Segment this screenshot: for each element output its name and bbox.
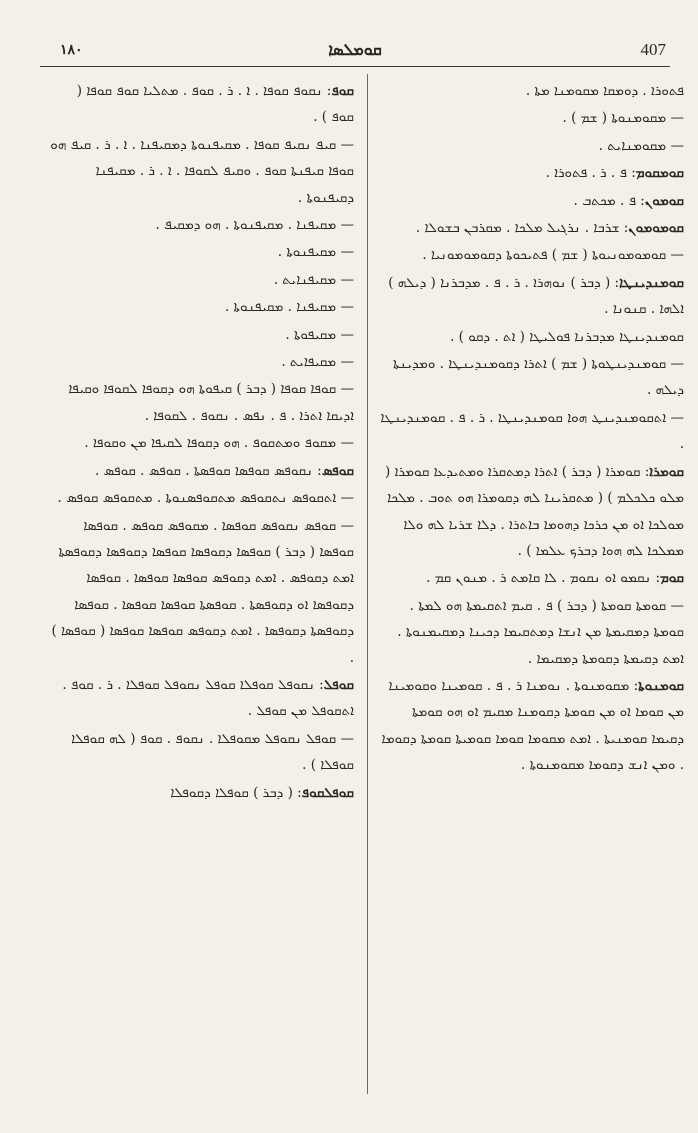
entry-text: — ܩܘܡܬܐ ܩܘܡܬܐ ( ܕܒܪ ) ܦ . ܩܝܡ ܐܬܩܝܡܬܐ ܗܘ ܠܡܬܐ . ܩܘܡܬܐ ܕܡܩܝܡܬܐ ܡܢ ܐܢܫܐ ܕܡܬܩܝܡܐ ܕܟܝܢܐ ܕܡܩܝܡܢܘܬܐ . ܐܡܬ ܕܩܝܡܬܐ ܕܩܘܡܬܐ ܕܡܩܝܡܐ . <box>397 597 684 667</box>
entry-headword: ܩܘܡܢܘܬܐ <box>638 677 684 694</box>
dictionary-entry <box>380 160 684 186</box>
entry-headword: ܩܘܡ <box>660 570 684 587</box>
entry-text: : ܢܩܡܘ ܐܘ ܢܩܘܡ . ܠܐ ܩܐܡܬ ܪ . ܡܢܘܢ ܩܡ . <box>426 570 661 587</box>
dictionary-entry <box>380 565 684 591</box>
entry-headword: ܩܘܡܘܡܘܢ <box>628 220 684 237</box>
entry-text: — ܡܩܘܡܢܐܝܬ . <box>598 137 684 154</box>
dictionary-entry <box>380 215 684 241</box>
entry-text: : ( ܕܒܪ ) ܩܘܦܠܐ ܕܩܘܦܠܐ <box>170 784 302 801</box>
entry-text: — ܡܩܘܡܢܘܬܐ ( ܫܡ ) . <box>562 110 684 127</box>
entry-text: — ܩܘܦܐ ܩܘܦܐ ( ܕܒܪ ) ܩܝܦܘܬܐ ܗܘ ܕܩܘܦܐ ܠܩܘܦܐ ܘܩܝܦܐ ܐܕܝܩܐ ܐܬܪܐ . ܦ . ܢܦܣ . ܢܩܘܦ . ܠܩܘܦܐ . <box>68 381 354 424</box>
entry-text: : ( ܕܒܪ ) ܢܘܗܪܐ . ܪ . ܦ . ܡܕܒܪܢܐ ( ܕܝܠܗ ) ܐܠܗܐ . ܩܢܘܢܐ . <box>388 274 684 318</box>
entry-headword: ܩܘܡܩܘܡ <box>635 165 684 182</box>
dictionary-entry <box>50 132 354 211</box>
entry-text: — ܡܩܝܦܐܝܬ . <box>281 354 354 371</box>
entry-text: — ܩܘܡܢܕܝܢܛܘܬܐ ( ܫܡ ) ܐܬܪܐ ܕܩܘܡܢܕܝܢܛܐ . ܘܡܕܝܢܬܐ ܕܝܠܗ . <box>392 356 684 399</box>
dictionary-entry <box>380 270 684 323</box>
dictionary-entry <box>380 324 684 350</box>
dictionary-entry <box>380 188 684 214</box>
entry-text: — ܐܬܩܘܡܢܕܝܢܛ ܗܘܐ ܩܘܡܢܕܝܢܛܐ . ܪ . ܦ . ܩܘܡܢܕܝܢܛܐ . <box>380 409 684 453</box>
entry-text: — ܩܘܡܘܡܘܢܝܘܬܐ ( ܫܡ ) ܦܬܝܟܘܬܐ ܕܩܘܡܘܡܘܢܝܐ . <box>422 247 684 264</box>
dictionary-entry <box>380 242 684 268</box>
dictionary-entry <box>50 376 354 429</box>
entry-headword: ܩܘܦ <box>331 83 354 99</box>
dictionary-entry <box>380 351 684 404</box>
dictionary-entry <box>380 593 684 672</box>
entry-text: ܩܘܡܢܕܝܢܛܐ ܡܕܒܪܢܐ ܦܘܠܝܛܐ ( ܐܬ . ܕܩܘ ) . <box>450 328 684 345</box>
dictionary-entry <box>380 673 684 779</box>
column-divider <box>367 74 368 1094</box>
entry-text: — ܡܩܝܦܢܐܝܬ . <box>273 271 354 288</box>
entry-text: — ܡܩܝܦܢܐ . ܡܩܝܦܢܘܬܐ . ܗܘ ܕܡܩܝܦ . <box>155 217 354 234</box>
entry-headword: ܩܘܡܪܐ <box>649 463 684 480</box>
page-number: 407 <box>640 40 666 59</box>
dictionary-entry <box>50 78 354 131</box>
left-column <box>50 78 354 1088</box>
entry-text: — ܩܝܦ ܢܩܝܦ ܩܘܦܐ . ܡܩܝܦܢܘܬܐ ܕܡܩܝܦܢܐ . ܐ . ܪ . ܩܝܦ ܗܘ ܩܘܦܐ ܩܝܦܢܬܐ ܩܘܦ . ܘܩܝܦ ܠܩܘܦܐ . ܐ . ܪ . ܡܩܝܦܢܐ ܕܩܝܦܢܘܬܐ . <box>50 136 354 206</box>
entry-text: : ܦ . ܡܟܬܒ . <box>573 192 645 209</box>
entry-text: : ܦ . ܪ . ܦܬܘܪܐ . <box>545 165 636 182</box>
running-title: ܩܘܡܠܣܐ <box>328 40 382 59</box>
dictionary-entry <box>50 322 354 348</box>
entry-text: — ܡܩܝܦܘܬܐ . <box>285 326 354 343</box>
entry-text: : ܡܩܘܡܢܘܬܐ . ܢܘܡܢܐ ܪ . ܦ . ܩܘܡܝܢܐ ܘܩܘܡܝܢܐ ܡܢ ܩܘܡܐ ܐܘ ܡܢ ܩܘܡܬܐ ܕܩܘܡܢܐ ܡܩܝܡ ܐܘ ܗܘ ܩܘܡܬܐ ܕܩܝܡܐ ܩܘܡܢܝܬܐ . ܐܡܬ ܡܩܘܡܐ ܩܘܡܐ ܩܘܡܝܬܐ ܩܘܡܬܐ ܕܩܘܡܐ . ܘܡܢ ܐܢܫ ܕܩܘܡܐ ܡܩܘܡܢܘܬܐ . <box>381 677 684 774</box>
right-column <box>380 78 684 1088</box>
entry-text: : ܢܩܘܦܠ ܩܘܦܠܐ ܩܘܦܠ ܢܩܘܦܠ ܩܘܦܠܐ . ܪ . ܩܘܦ . ܐܬܩܘܦܠ ܡܢ ܩܘܦܠ . <box>62 676 354 720</box>
dictionary-entry <box>50 212 354 238</box>
page-number-syriac: ١٨٠ <box>60 42 83 58</box>
entry-text: — ܐܬܩܘܦܣ ܢܬܩܘܦܣ ܡܬܩܘܦܣܢܘܬܐ . ܡܬܩܘܦܣ ܩܘܦܣ . <box>57 490 354 507</box>
entry-headword: ܩܘܦܠܩܘܦ <box>301 784 354 801</box>
entry-text: — ܩܘܦܠ ܢܩܘܦܠ ܡܩܘܦܠܐ . ܢܩܘܦ . ܩܘܦ ( ܠܗ ܩܘܦܠܐ ܩܘܦܠܐ ) . <box>71 730 354 774</box>
dictionary-entry <box>50 672 354 725</box>
entry-headword: ܩܘܡܘܢ <box>644 192 684 209</box>
page-header <box>40 38 670 67</box>
dictionary-entry <box>50 513 354 671</box>
entry-text: ܦܬܘܪܐ . ܕܘܡܩܐ ܡܩܘܡܢܐ ܡܬܐ . <box>525 83 684 99</box>
dictionary-entry <box>380 405 684 458</box>
dictionary-entry <box>380 459 684 565</box>
dictionary-entry <box>50 294 354 320</box>
dictionary-entry <box>50 458 354 484</box>
entry-text: : ܩܘܡܪܐ ( ܕܒܪ ) ܐܬܪܐ ܕܡܬܩܪܐ ܘܡܬܝܕܥܐ ܩܘܡܪܐ ( ܡܠܘ ܟܠܟܠܡ ) ( ܡܬܩܪܝܢܐ ܠܗ ܕܩܘܡܪܐ ܗܘ ܬܘܒ . ܡܠܟܐ ܡܘܠܟܐ ܐܘ ܡܢ ܟܪܟܐ ܕܗܘܡܐ ܒܐܬܪܐ . ܕܠܐ ܫܪܝܐ ܠܗ ܘܠܐ ܡܡܠܟܐ ܠܗ ܗܘܐ ܕܒܪܟ ܥܠܡܐ ) . <box>385 463 684 559</box>
dictionary-entry <box>50 780 354 806</box>
entry-headword: ܩܘܦܣ <box>321 462 354 479</box>
entry-headword: ܩܘܡܢܕܝܢܛܐ <box>619 274 684 291</box>
entry-text: : ܫܪܒܐ . ܢܪܓܝܠ ܡܠܟܐ . ܡܩܪܒܢ ܒܫܘܠܐ . <box>415 220 629 237</box>
dictionary-entry <box>380 105 684 131</box>
dictionary-entry <box>50 239 354 265</box>
dictionary-entry <box>50 430 354 456</box>
entry-text: — ܩܘܦܣ ܢܩܘܦܣ ܩܘܦܣܐ . ܡܩܘܦܣ ܩܘܦܣ . ܩܘܦܣܐ ܩܘܦܣܐ ( ܕܒܪ ) ܩܘܦܣܐ ܕܩܘܦܣܐ ܩܘܦܣܐ ܕܩܘܦܣܐ ܕܩܘܦܣܬܐ ܐܡܬ ܕܩܘܦܣ . ܐܡܬ ܕܩܘܦܣ ܩܘܦܣܐ ܩܘܦܣܐ . ܩܘܦܣܐ ܕܩܘܦܣܐ ܐܘ ܕܩܘܦܣܬܐ . ܩܘܦܣܬܐ ܩܘܦܣܐ ܩܘܦܣܐ . ܩܘܦܣܐ ܕܩܘܦܣܬܐ ܕܩܘܦܣܐ . ܐܡܬ ܕܩܘܦܣ ܩܘܦܣܐ ܩܘܦܣܐ ( ܩܘܦܣܐ ) . <box>51 517 354 666</box>
entry-text: — ܡܩܝܦܢܘܬܐ . <box>277 244 354 261</box>
dictionary-entry <box>380 133 684 159</box>
entry-headword: ܩܘܦܠ <box>323 676 354 693</box>
dictionary-entry <box>50 349 354 375</box>
dictionary-entry <box>50 485 354 511</box>
dictionary-entry <box>380 78 684 104</box>
entry-text: — ܡܩܘܦ ܘܡܬܩܘܦ . ܗܘ ܕܩܘܦܐ ܠܩܝܦܐ ܡܢ ܘܩܘܦܐ . <box>84 435 354 452</box>
entry-text: — ܡܩܝܦܢܐ . ܡܩܝܦܢܘܬܐ . <box>224 299 354 316</box>
dictionary-entry <box>50 726 354 779</box>
dictionary-entry <box>50 267 354 293</box>
entry-text: : ܢܩܘܦ ܩܘܦܐ . ܐ . ܪ . ܩܘܦ . ܡܬܠܝܐ ܩܘܦ ܩܘܦܐ ( ܩܘܦ ) . <box>76 83 354 126</box>
entry-text: : ܢܩܘܦܣ ܩܘܦܣܐ ܩܘܦܣܬܐ . ܩܘܦܣ . ܩܘܦܣ . <box>94 462 322 479</box>
